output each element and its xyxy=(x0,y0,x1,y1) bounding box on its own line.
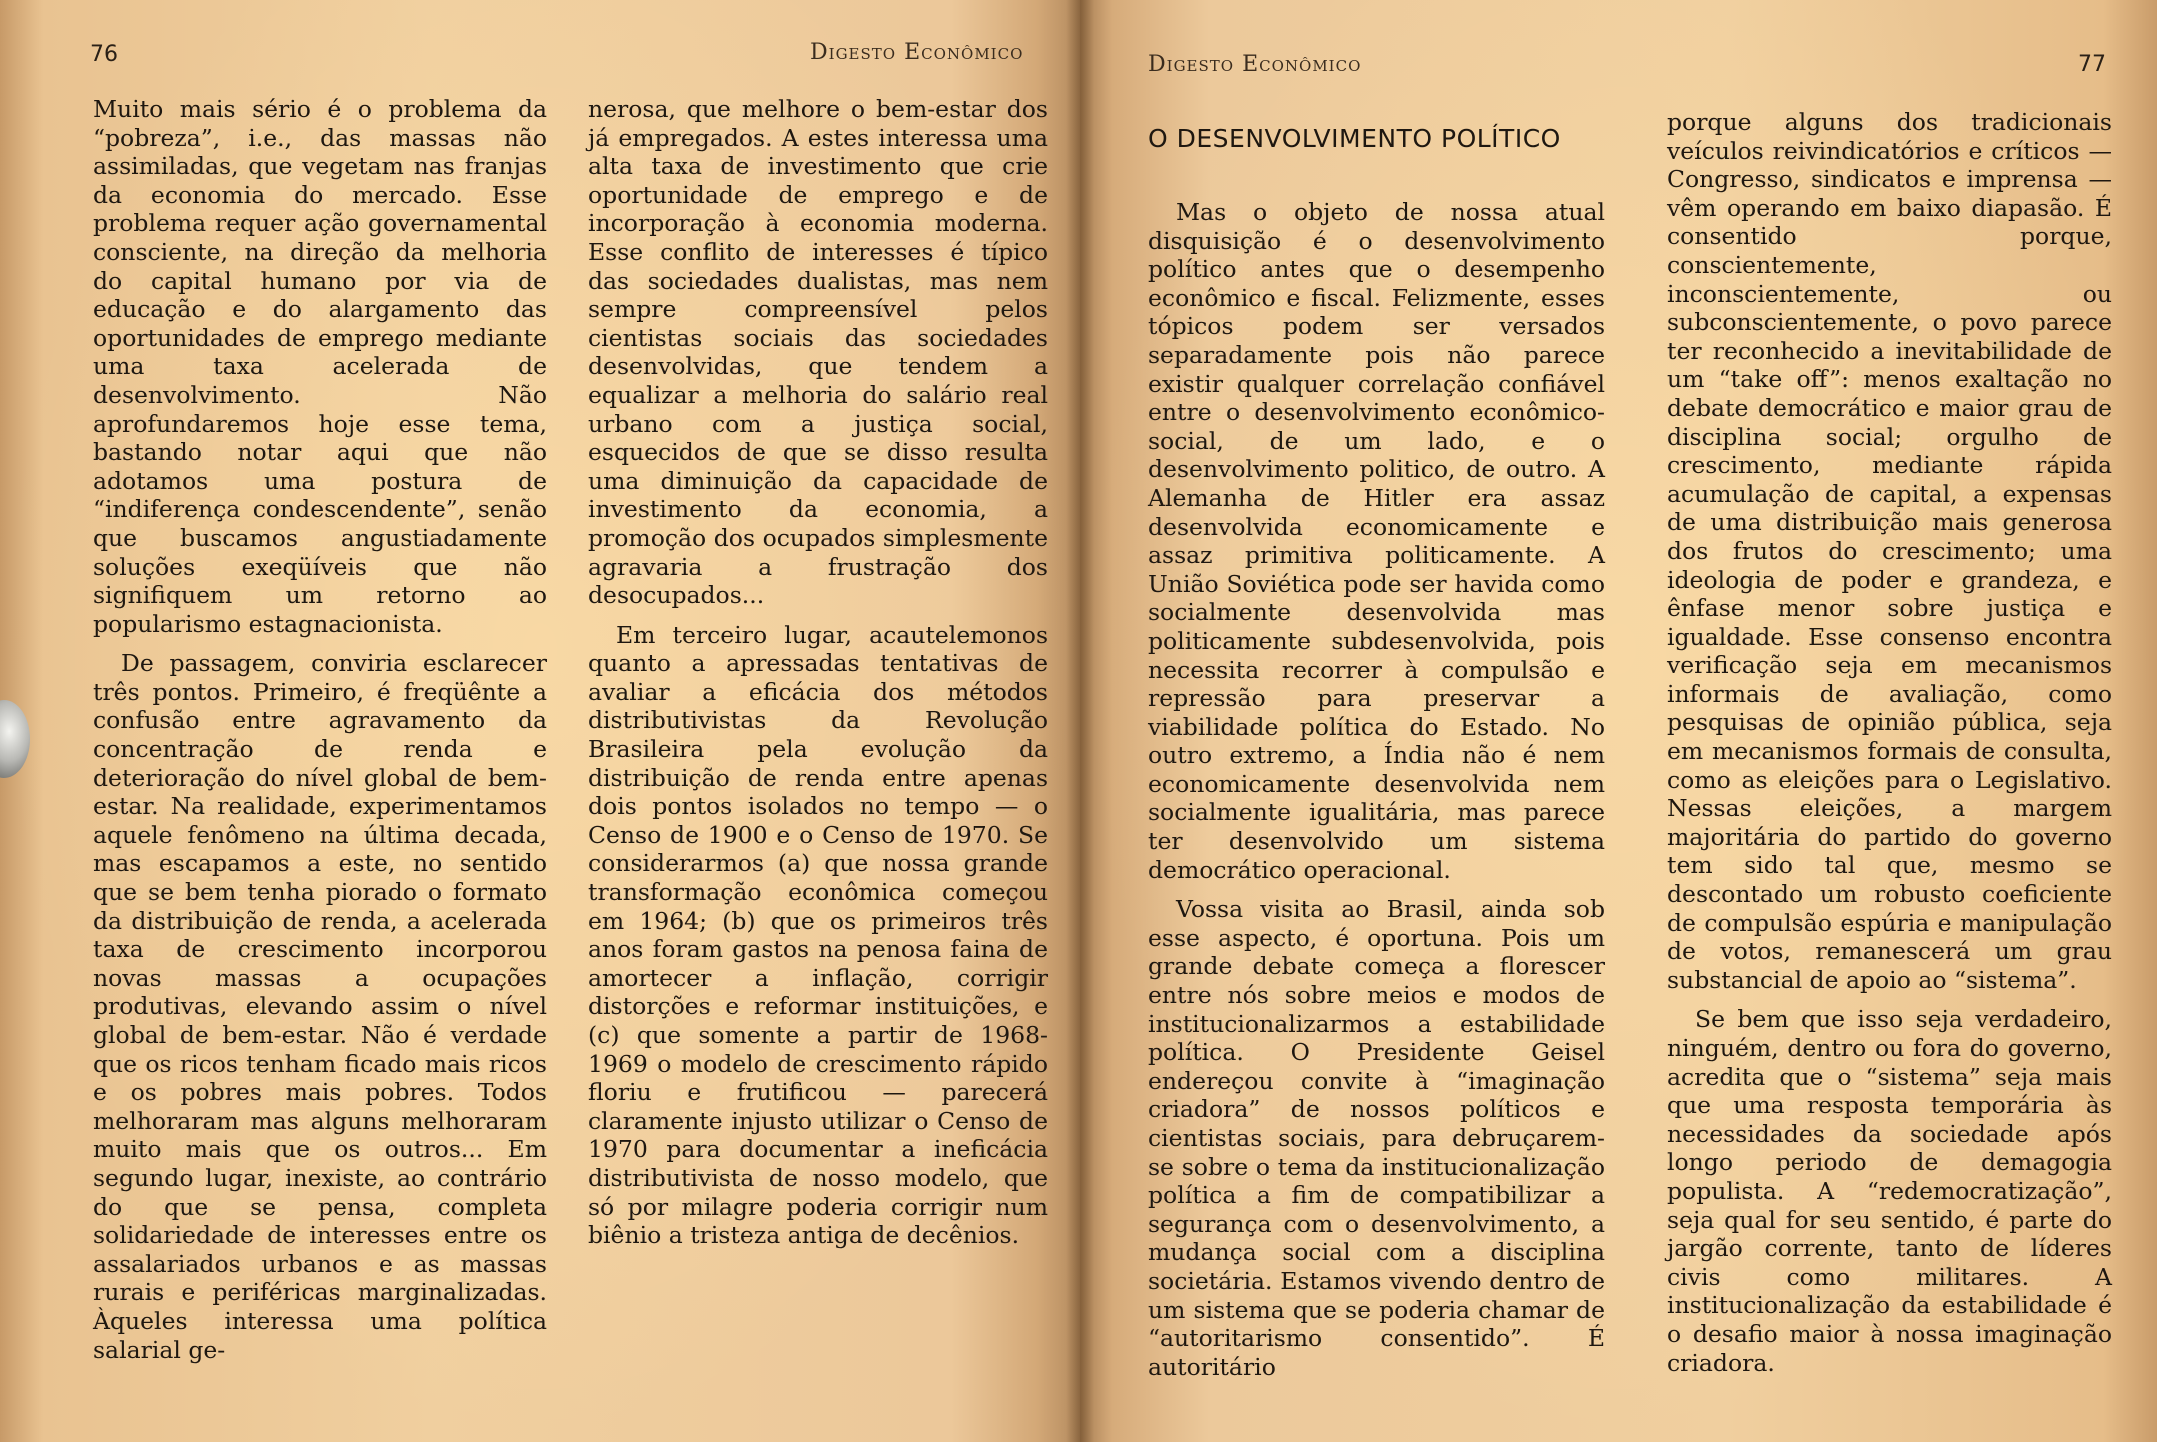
right-column-2 xyxy=(1667,108,2112,1388)
paragraph: De passagem, conviria esclarecer três pontos. Primeiro, é freqüênte a confusão entre agravamento da concentração de renda e deterioração do nível global de bem-estar. Na realidade, experimentamos aquele fenômeno na última decada, mas escapamos a este, no sentido que se bem tenha piorado o formato da distribuição de renda, a acelerada taxa de crescimento incorporou novas massas a ocupações produtivas, elevando assim o nível global de bem-estar. Não é verdade que os ricos tenham ficado mais ricos e os pobres mais pobres. Todos melhoraram mas alguns melhoraram muito mais que os outros... Em segundo lugar, inexiste, ao contrário do que se pensa, completa solidariedade de interesses entre os assalariados urbanos e as massas rurais e periféricas marginalizadas. Àqueles interessa uma política salarial ge- xyxy=(93,649,547,1364)
paragraph: nerosa, que melhore o bem-estar dos já empregados. A estes interessa uma alta taxa de investimento que crie oportunidade de emprego e de incorporação à economia moderna. Esse conflito de interesses é típico das sociedades dualistas, mas nem sempre compreensível pelos cientistas sociais das sociedades desenvolvidas, que tendem a equalizar a melhoria do salário real urbano com a justiça social, esquecidos de que se disso resulta uma diminuição da capacidade de investimento da economia, a promoção dos ocupados simplesmente agravaria a frustração dos desocupados... xyxy=(588,95,1048,610)
right-page xyxy=(1080,0,2157,1442)
paragraph: Mas o objeto de nossa atual disquisição é o desenvolvimento político antes que o desempenho econômico e fiscal. Felizmente, esses tópicos podem ser versados separadamente pois não parece existir qualquer correlação confiável entre o desenvolvimento econômico-social, de um lado, e o desenvolvimento politico, de outro. A Alemanha de Hitler era assaz desenvolvida economicamente e assaz primitiva politicamente. A União Soviética pode ser havida como socialmente desenvolvida mas politicamente subdesenvolvida, pois necessita recorrer à compulsão e repressão para preservar a viabilidade política do Estado. No outro extremo, a Índia não é nem economicamente desenvolvida nem socialmente igualitária, mas parece ter desenvolvido um sistema democrático operacional. xyxy=(1148,198,1605,884)
binder-clip-mark xyxy=(0,700,30,778)
paragraph: Em terceiro lugar, acautelemonos quanto a apressadas tentativas de avaliar a eficácia dos métodos distributivistas da Revolução Brasileira pela evolução da distribuição de renda entre apenas dois pontos isolados no tempo — o Censo de 1900 e o Censo de 1970. Se considerarmos (a) que nossa grande transformação econômica começou em 1964; (b) que os primeiros três anos foram gastos na penosa faina de amortecer a inflação, corrigir distorções e reformar instituições, e (c) que somente a partir de 1968-1969 o modelo de crescimento rápido floriu e frutificou — parecerá claramente injusto utilizar o Censo de 1970 para documentar a ineficácia distributivista de nosso modelo, que só por milagre poderia corrigir num biênio a tristeza antiga de decênios. xyxy=(588,620,1048,1250)
left-column-2 xyxy=(588,95,1048,1261)
right-column-1 xyxy=(1148,108,1605,1392)
left-page-number: 76 xyxy=(90,42,118,67)
paragraph: Muito mais sério é o problema da “pobreza”, i.e., das massas não assimiladas, que vegetam nas franjas da economia do mercado. Esse problema requer ação governamental consciente, na direção da melhoria do capital humano por via de educação e do alargamento das oportunidades de emprego mediante uma taxa acelerada de desenvolvimento. Não aprofundaremos hoje esse tema, bastando notar aqui que não adotamos uma postura de “indiferença condescendente”, senão que buscamos angustiadamente soluções exeqüíveis que não signifiquem um retorno ao popularismo estagnacionista. xyxy=(93,95,547,638)
paragraph: Se bem que isso seja verdadeiro, ninguém, dentro ou fora do governo, acredita que o “sistema” seja mais que uma resposta temporária às necessidades da sociedade após longo periodo de demagogia populista. A “redemocratização”, seja qual for seu sentido, é parte do jargão corrente, tanto de líderes civis como militares. A institucionalização da estabilidade é o desafio maior à nossa imaginação criadora. xyxy=(1667,1005,2112,1377)
section-title: O DESENVOLVIMENTO POLÍTICO xyxy=(1148,124,1561,153)
right-page-number: 77 xyxy=(2078,52,2106,77)
paragraph: Vossa visita ao Brasil, ainda sob esse aspecto, é oportuna. Pois um grande debate começa a florescer entre nós sobre meios e modos de institucionalizarmos a estabilidade política. O Presidente Geisel endereçou convite à “imaginação criadora” de nossos políticos e cientistas sociais, para debruçarem-se sobre o tema da institucionalização política a fim de compatibilizar a segurança com o desenvolvimento, a mudança social com a disciplina societária. Estamos vivendo dentro de um sistema que se poderia chamar de “autoritarismo consentido”. É autoritário xyxy=(1148,895,1605,1381)
paragraph: porque alguns dos tradicionais veículos reivindicatórios e críticos — Congresso, sindicatos e imprensa — vêm operando em baixo diapasão. É consentido porque, conscientemente, inconscientemente, ou subconscientemente, o povo parece ter reconhecido a inevitabilidade de um “take off”: menos exaltação no debate democrático e maior grau de disciplina social; orgulho de crescimento, mediante rápida acumulação de capital, a expensas de uma distribuição mais generosa dos frutos do crescimento; uma ideologia de poder e grandeza, e ênfase menor sobre justiça e igualdade. Esse consenso encontra verificação seja em mecanismos informais de avaliação, como pesquisas de opinião pública, seja em mecanismos formais de consulta, como as eleições para o Legislativo. Nessas eleições, a margem majoritária do partido do governo tem sido tal que, mesmo se descontado um robusto coeficiente de compulsão espúria e manipulação de votos, remanescerá um grau substancial de apoio ao “sistema”. xyxy=(1667,108,2112,994)
book-gutter xyxy=(1066,0,1094,1442)
right-running-head: Digesto Econômico xyxy=(1148,52,1362,77)
left-running-head: Digesto Econômico xyxy=(810,40,1024,65)
left-column-1 xyxy=(93,95,547,1375)
